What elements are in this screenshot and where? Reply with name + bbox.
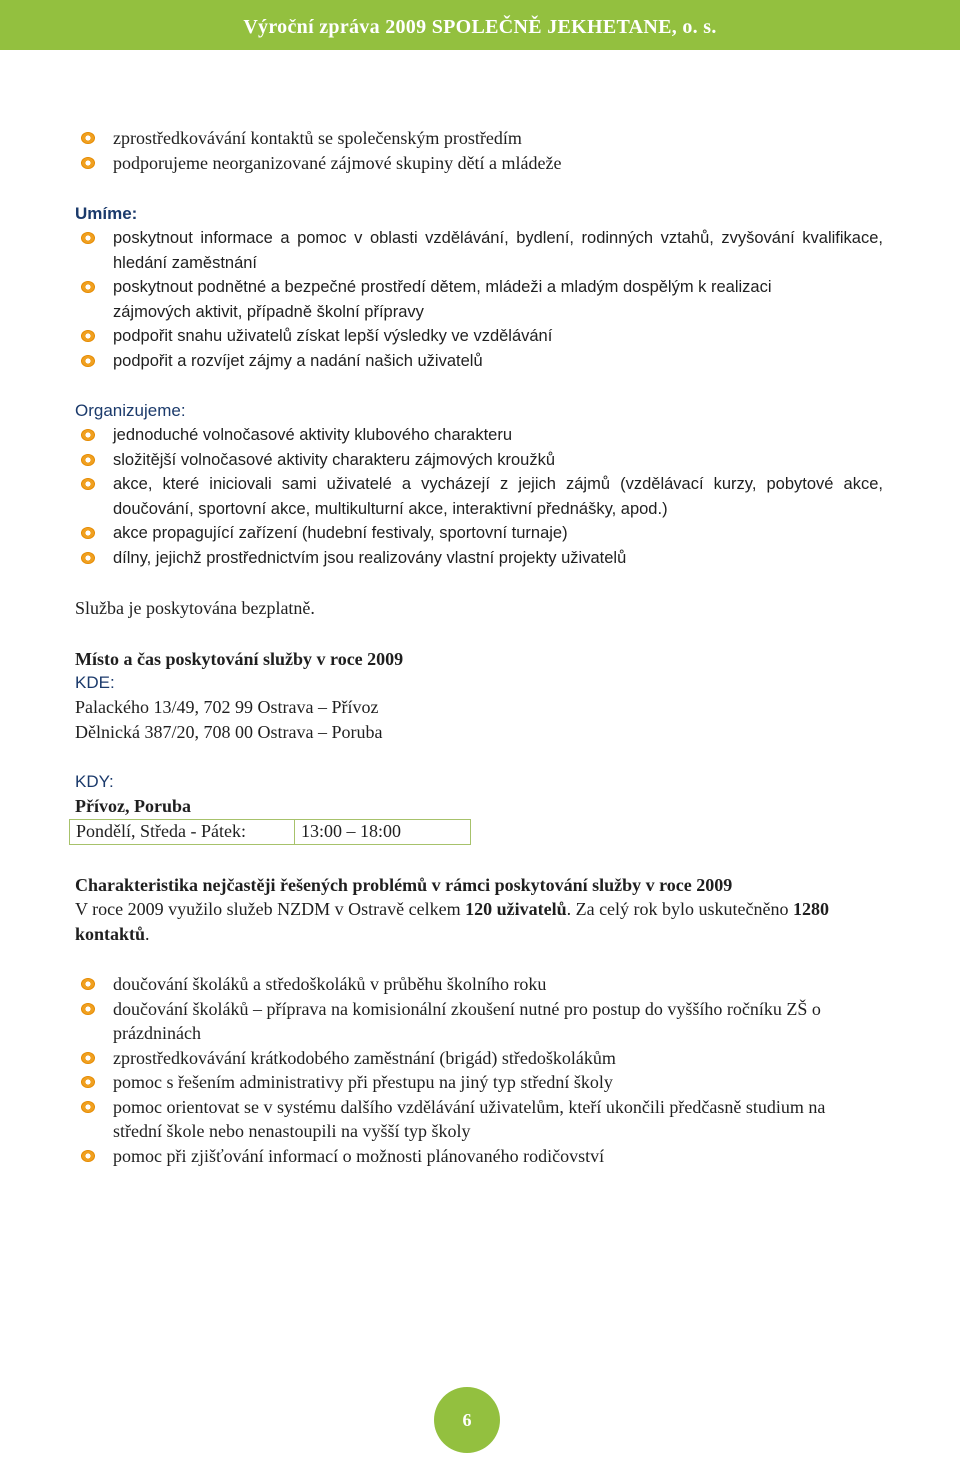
bullet-icon	[81, 429, 95, 441]
list-item: doučování školáků a středoškoláků v průběhu školního roku	[75, 972, 883, 997]
list-item: zprostředkovávání krátkodobého zaměstnání (brigád) středoškolákům	[75, 1046, 883, 1071]
list-item: pomoc orientovat se v systému dalšího vzdělávání uživatelům, kteří ukončili předčasně studium na střední škole nebo nenastoupili na vyšší typ školy	[75, 1095, 883, 1144]
list-item: poskytnout podnětné a bezpečné prostředí dětem, mládeži a mladým dospělým k realizaci zájmových aktivit, případně školní přípravy	[75, 275, 883, 324]
list-item: podporujeme neorganizované zájmové skupiny dětí a mládeže	[75, 151, 883, 176]
schedule-days: Pondělí, Středa - Pátek:	[70, 819, 295, 844]
bullet-icon	[81, 355, 95, 367]
list-item: poskytnout informace a pomoc v oblasti vzdělávání, bydlení, rodinných vztahů, zvyšování kvalifikace, hledání zaměstnání	[75, 226, 883, 275]
bullet-icon	[81, 1003, 95, 1015]
problems-summary: V roce 2009 využilo služeb NZDM v Ostravě celkem 120 uživatelů. Za celý rok bylo uskutečněno 1280 kontaktů.	[75, 899, 830, 944]
free-service-note: Služba je poskytována bezplatně.	[75, 598, 315, 618]
problems-heading: Charakteristika nejčastěji řešených problémů v rámci poskytování služby v roce 2009	[75, 874, 733, 895]
bullet-icon	[81, 552, 95, 564]
address-poruba: Dělnická 387/20, 708 00 Ostrava – Poruba	[75, 721, 383, 742]
header-title: Výroční zpráva 2009 SPOLEČNĚ JEKHETANE, o. s.	[243, 15, 717, 38]
bullet-icon	[81, 157, 95, 169]
list-item: dílny, jejichž prostřednictvím jsou realizovány vlastní projekty uživatelů	[75, 546, 883, 571]
list-item: podpořit a rozvíjet zájmy a nadání našich uživatelů	[75, 349, 883, 374]
bullet-icon	[81, 132, 95, 144]
page-content	[75, 126, 883, 1168]
bullet-icon	[81, 478, 95, 490]
organizujeme-list	[75, 423, 883, 570]
list-item: podpořit snahu uživatelů získat lepší výsledky ve vzdělávání	[75, 324, 883, 349]
schedule-hours: 13:00 – 18:00	[295, 819, 471, 844]
header-tab-decoration	[912, 0, 946, 44]
organizujeme-heading: Organizujeme:	[75, 401, 186, 420]
page-number: 6	[462, 1409, 472, 1430]
kdy-label: KDY:	[75, 772, 114, 791]
list-item: pomoc s řešením administrativy při přestupu na jiný typ střední školy	[75, 1070, 883, 1095]
contacts-count: 1280 kontaktů	[75, 899, 830, 944]
umime-list	[75, 226, 883, 373]
list-item: jednoduché volnočasové aktivity klubového charakteru	[75, 423, 883, 448]
bullet-icon	[81, 1076, 95, 1088]
locations: Přívoz, Poruba	[75, 796, 191, 816]
place-time-heading: Místo a čas poskytování služby v roce 2009	[75, 648, 404, 669]
list-item: akce, které iniciovali sami uživatelé a vycházejí z jejich zájmů (vzdělávací kurzy, pobytové akce, doučování, sportovní akce, multikulturní akce, interaktivní přednášky, apod.)	[75, 472, 883, 521]
list-item: složitější volnočasové aktivity charakteru zájmových kroužků	[75, 448, 883, 473]
list-item: pomoc při zjišťování informací o možnosti plánovaného rodičovství	[75, 1144, 883, 1169]
umime-heading: Umíme:	[75, 204, 138, 223]
bullet-icon	[81, 1052, 95, 1064]
bullet-icon	[81, 978, 95, 990]
bullet-icon	[81, 527, 95, 539]
list-item: doučování školáků – příprava na komisionální zkoušení nutné pro postup do vyššího ročníku ZŠ o prázdninách	[75, 997, 883, 1046]
bullet-icon	[81, 1101, 95, 1113]
bullet-icon	[81, 232, 95, 244]
list-item: zprostředkovávání kontaktů se společenským prostředím	[75, 126, 883, 151]
address-privoz: Palackého 13/49, 702 99 Ostrava – Přívoz	[75, 697, 379, 717]
bullet-icon	[81, 1150, 95, 1162]
bullet-icon	[81, 281, 95, 293]
intro-list	[75, 126, 883, 175]
page-header	[0, 0, 960, 50]
list-item: akce propagující zařízení (hudební festivaly, sportovní turnaje)	[75, 521, 883, 546]
kde-label: KDE:	[75, 673, 115, 692]
page-number-badge	[434, 1387, 500, 1453]
problems-list	[75, 972, 883, 1168]
bullet-icon	[81, 330, 95, 342]
table-row	[70, 819, 471, 844]
users-count: 120 uživatelů	[465, 899, 567, 919]
bullet-icon	[81, 454, 95, 466]
schedule-table	[69, 819, 471, 845]
